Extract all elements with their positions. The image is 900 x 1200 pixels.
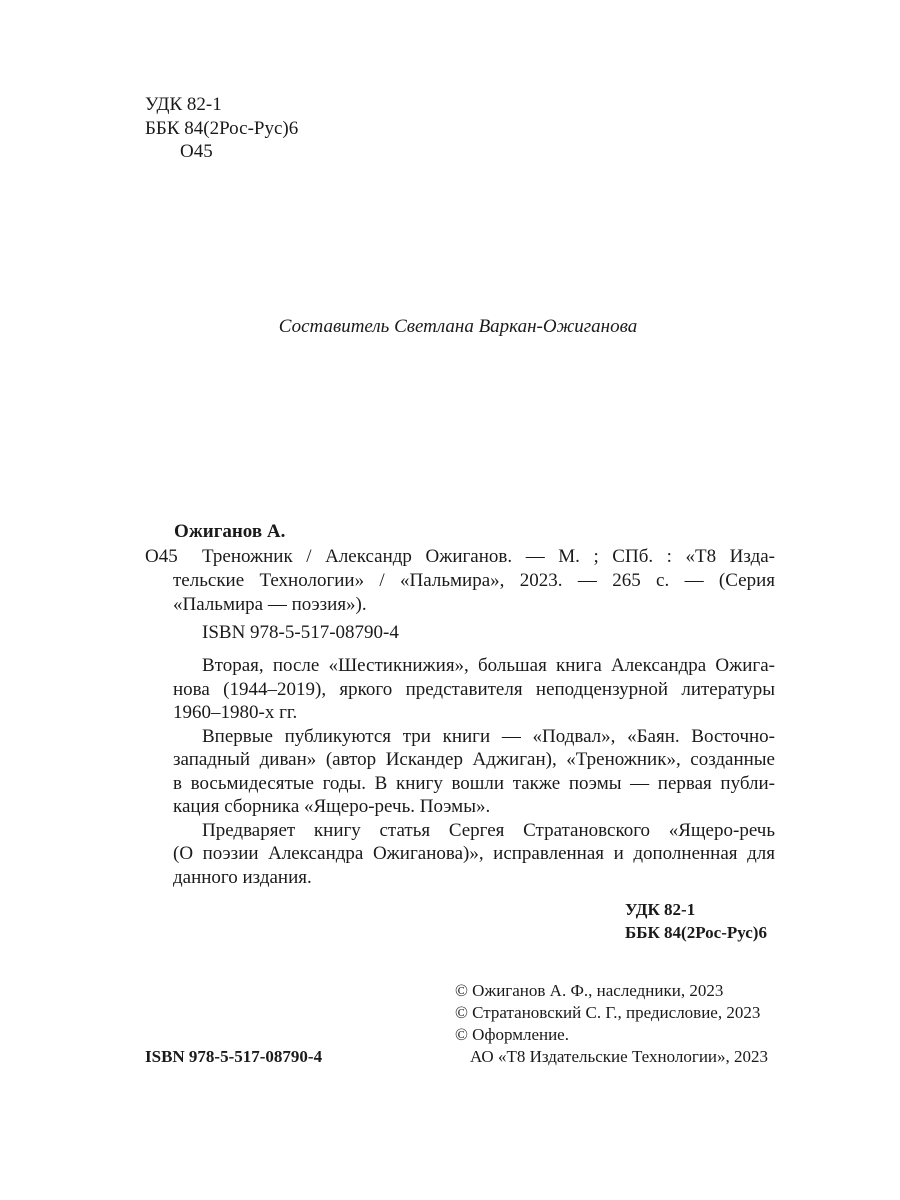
copyright-line: © Ожиганов А. Ф., наследники, 2023: [455, 981, 724, 1000]
annotation-line: в восьмидесятые годы. В книгу вошли также поэмы — первая публи-: [173, 773, 775, 794]
footer-bbk: ББК 84(2Рос-Рус)6: [625, 923, 767, 942]
copyright-line: АО «Т8 Издательские Технологии», 2023: [470, 1047, 769, 1066]
copyright-line: © Стратановский С. Г., предисловие, 2023: [455, 1003, 761, 1022]
bbk-code: ББК 84(2Рос-Рус)6: [145, 118, 299, 139]
annotation-line: западный диван» (автор Искандер Аджиган), «Треножник», созданные: [173, 749, 775, 770]
author-mark: О45: [180, 141, 213, 162]
isbn: ISBN 978-5-517-08790-4: [202, 622, 399, 643]
annotation-line: 1960–1980-х гг.: [173, 702, 298, 723]
annotation-line: Впервые публикуются три книги — «Подвал», «Баян. Восточно-: [202, 726, 775, 747]
bib-line: тельские Технологии» / «Пальмира», 2023. — 265 с. — (Серия: [173, 570, 775, 591]
author-heading: Ожиганов А.: [174, 521, 286, 542]
annotation-line: кация сборника «Ящеро-речь. Поэмы».: [173, 796, 491, 817]
compiler-line: Составитель Светлана Варкан-Ожиганова: [278, 316, 638, 337]
bib-line: «Пальмира — поэзия»).: [173, 594, 367, 615]
annotation-line: Предваряет книгу статья Сергея Стратановского «Ящеро-речь: [202, 820, 775, 841]
footer-isbn: ISBN 978-5-517-08790-4: [145, 1047, 323, 1066]
annotation-line: Вторая, после «Шестикнижия», большая книга Александра Ожига-: [202, 655, 775, 676]
bib-line: Треножник / Александр Ожиганов. — М. ; СПб. : «Т8 Изда-: [202, 546, 775, 567]
footer-udk: УДК 82-1: [625, 900, 696, 919]
record-author-mark: О45: [145, 546, 178, 567]
copyright-line: © Оформление.: [455, 1025, 569, 1044]
annotation-line: нова (1944–2019), яркого представителя неподцензурной литературы: [173, 679, 775, 700]
annotation-line: данного издания.: [173, 867, 312, 888]
udk-code: УДК 82-1: [145, 94, 222, 115]
annotation-line: (О поэзии Александра Ожиганова)», исправленная и дополненная для: [173, 843, 775, 864]
